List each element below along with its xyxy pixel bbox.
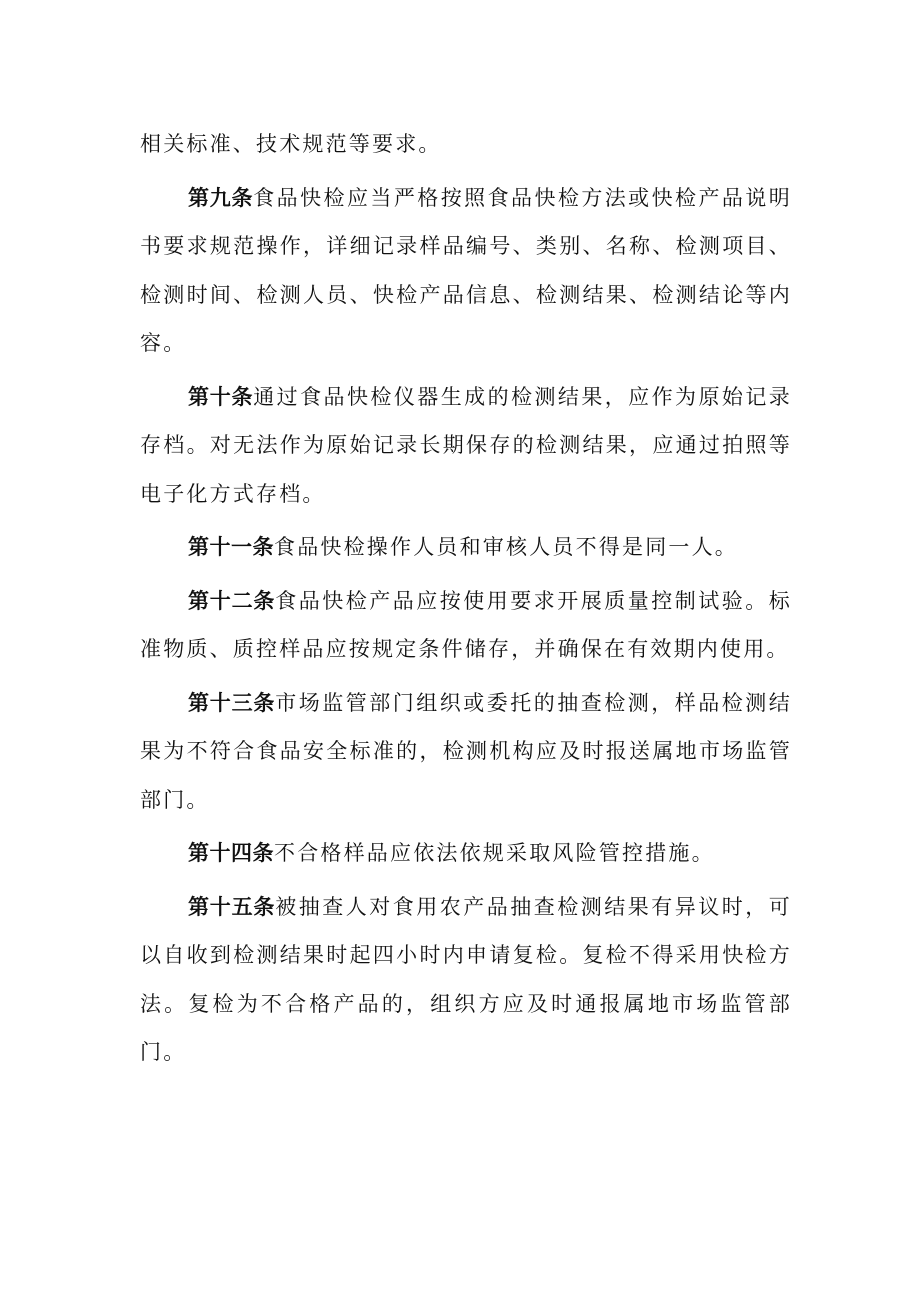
article-heading: 第九条: [188, 185, 254, 210]
article-heading: 第十二条: [188, 588, 276, 613]
paragraph-text: 相关标准、技术规范等要求。: [140, 132, 442, 156]
article-text: 通过食品快检仪器生成的检测结果，应作为原始记录存档。对无法作为原始记录长期保存的检测结果，应通过拍照等电子化方式存档。: [140, 384, 793, 506]
article-text: 被抽查人对食用农产品抽查检测结果有异议时，可以自收到检测结果时起四小时内申请复检。复检不得采用快检方法。复检为不合格产品的，组织方应及时通报属地市场监管部门。: [140, 894, 792, 1064]
article-heading: 第十三条: [188, 690, 276, 715]
article-text: 食品快检应当严格按照食品快检方法或快检产品说明书要求规范操作，详细记录样品编号、类别、名称、检测项目、检测时间、检测人员、快检产品信息、检测结果、检测结论等内容。: [140, 185, 793, 355]
article-text: 市场监管部门组织或委托的抽查检测，样品检测结果为不符合食品安全标准的，检测机构应及时报送属地市场监管部门。: [140, 690, 792, 812]
article-15: [140, 883, 792, 1077]
article-text: 食品快检产品应按使用要求开展质量控制试验。标准物质、质控样品应按规定条件储存，并确保在有效期内使用。: [140, 588, 792, 661]
article-heading: 第十四条: [188, 841, 274, 865]
article-13: [140, 679, 792, 825]
article-10: [140, 373, 792, 519]
article-heading: 第十条: [188, 384, 254, 409]
article-9: [140, 174, 792, 368]
article-11: [140, 523, 792, 572]
article-text: 食品快检操作人员和审核人员不得是同一人。: [274, 535, 738, 559]
article-text: 不合格样品应依法依规采取风险管控措施。: [274, 841, 715, 865]
document-page: [140, 120, 792, 1077]
paragraph-continuation: [140, 120, 792, 169]
article-heading: 第十五条: [188, 894, 276, 919]
article-14: [140, 829, 792, 878]
article-heading: 第十一条: [188, 535, 274, 559]
article-12: [140, 577, 792, 674]
